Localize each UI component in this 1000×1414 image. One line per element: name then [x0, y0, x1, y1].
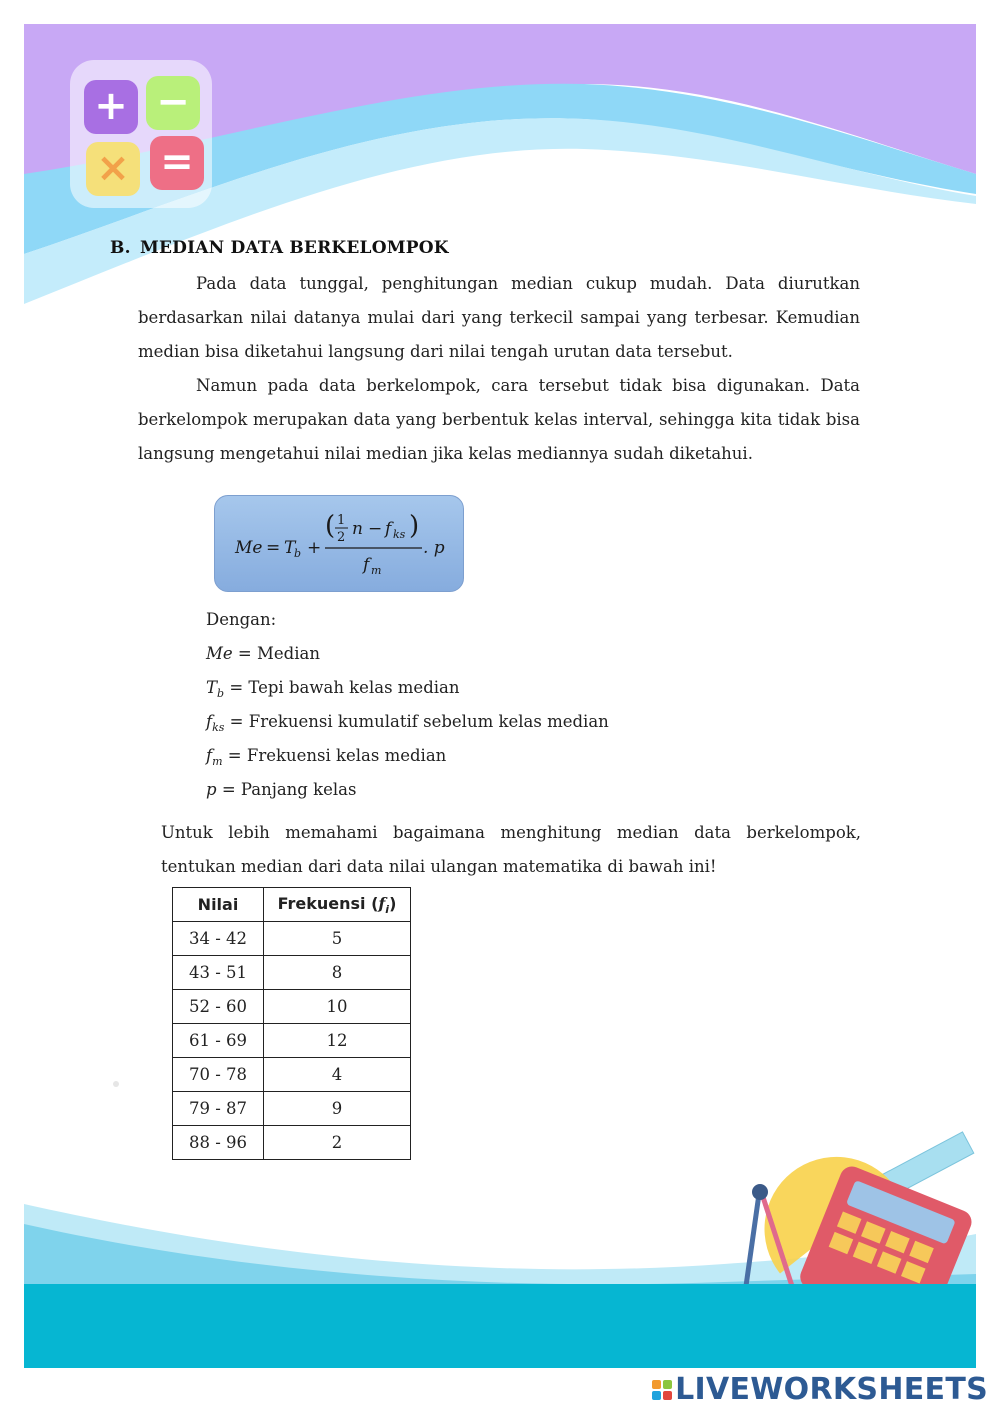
legend-intro: Dengan: — [206, 610, 277, 629]
cell-frekuensi: 2 — [264, 1126, 411, 1160]
header-frekuensi: Frekuensi $(f_i)$ — [264, 888, 411, 922]
times-icon: × — [86, 142, 140, 196]
legend-item-fm: $f_m$ = Frekuensi kelas median — [206, 746, 447, 768]
answer-area[interactable] — [24, 1284, 976, 1368]
minus-icon: − — [146, 76, 200, 130]
formula-lhs: Me — [235, 538, 263, 558]
median-formula-box — [214, 495, 464, 592]
cell-frekuensi: 5 — [264, 922, 411, 956]
plus-icon: + — [84, 80, 138, 134]
instruction-text: Untuk lebih memahami bagaimana menghitung median data berkelompok, tentukan median dari data nilai ulangan matematika di bawah ini! — [161, 823, 861, 876]
table-row — [173, 1058, 411, 1092]
logo-grid-icon — [652, 1380, 672, 1400]
cell-frekuensi: 12 — [264, 1024, 411, 1058]
svg-text:2: 2 — [337, 530, 346, 545]
table-header-row — [173, 888, 411, 922]
cell-nilai: 70 - 78 — [173, 1058, 264, 1092]
logo-text: LIVEWORKSHEETS — [675, 1372, 988, 1407]
svg-text:f: f — [363, 555, 370, 575]
cell-frekuensi: 9 — [264, 1092, 411, 1126]
frequency-table — [172, 887, 411, 1160]
legend-item-me: Me = Median — [206, 644, 320, 663]
svg-text:. p: . p — [423, 538, 445, 558]
table-row — [173, 922, 411, 956]
cell-frekuensi: 4 — [264, 1058, 411, 1092]
cell-nilai: 88 - 96 — [173, 1126, 264, 1160]
svg-text:−: − — [368, 519, 383, 539]
cell-nilai: 79 - 87 — [173, 1092, 264, 1126]
cell-frekuensi: 10 — [264, 990, 411, 1024]
svg-text:n: n — [352, 519, 363, 539]
svg-text:=: = — [266, 538, 281, 558]
cell-nilai: 52 - 60 — [173, 990, 264, 1024]
svg-text:T: T — [284, 538, 296, 558]
cell-frekuensi: 8 — [264, 956, 411, 990]
median-formula — [215, 496, 463, 591]
header-nilai: Nilai — [173, 888, 264, 922]
worksheet-page — [24, 24, 976, 1368]
svg-text:): ) — [409, 511, 420, 541]
section-letter: B. — [110, 238, 131, 258]
section-title: MEDIAN DATA BERKELOMPOK — [140, 238, 449, 258]
cell-nilai: 43 - 51 — [173, 956, 264, 990]
table-row — [173, 1092, 411, 1126]
equals-icon: = — [150, 136, 204, 190]
table-row — [173, 956, 411, 990]
section-heading — [110, 238, 449, 258]
legend-item-fks: $f_{ks}$ = Frekuensi kumulatif sebelum kelas median — [206, 712, 609, 734]
paragraph-1: Pada data tunggal, penghitungan median cukup mudah. Data diurutkan berdasarkan nilai datanya mulai dari yang terkecil sampai yang terbesar. Kemudian median bisa diketahui langsung dari nilai tengah urutan data tersebut. — [138, 274, 860, 361]
cell-nilai: 61 - 69 — [173, 1024, 264, 1058]
svg-text:m: m — [371, 564, 382, 577]
paragraph-2: Namun pada data berkelompok, cara tersebut tidak bisa digunakan. Data berkelompok merupakan data yang berbentuk kelas interval, sehingga kita tidak bisa langsung mengetahui nilai median jika kelas mediannya sudah diketahui. — [138, 376, 860, 463]
legend-item-p: p = Panjang kelas — [206, 780, 357, 799]
table-row — [173, 1024, 411, 1058]
svg-text:f: f — [385, 519, 392, 539]
svg-text:ks: ks — [393, 528, 406, 541]
svg-text:(: ( — [325, 511, 336, 541]
cell-nilai: 34 - 42 — [173, 922, 264, 956]
table-row — [173, 990, 411, 1024]
liveworksheets-logo[interactable] — [652, 1372, 988, 1407]
svg-text:b: b — [294, 547, 302, 560]
svg-text:+: + — [307, 538, 322, 558]
legend-item-tb: $T_b$ = Tepi bawah kelas median — [206, 678, 460, 700]
table-row — [173, 1126, 411, 1160]
wave-background — [24, 24, 976, 1368]
svg-text:1: 1 — [337, 513, 346, 528]
